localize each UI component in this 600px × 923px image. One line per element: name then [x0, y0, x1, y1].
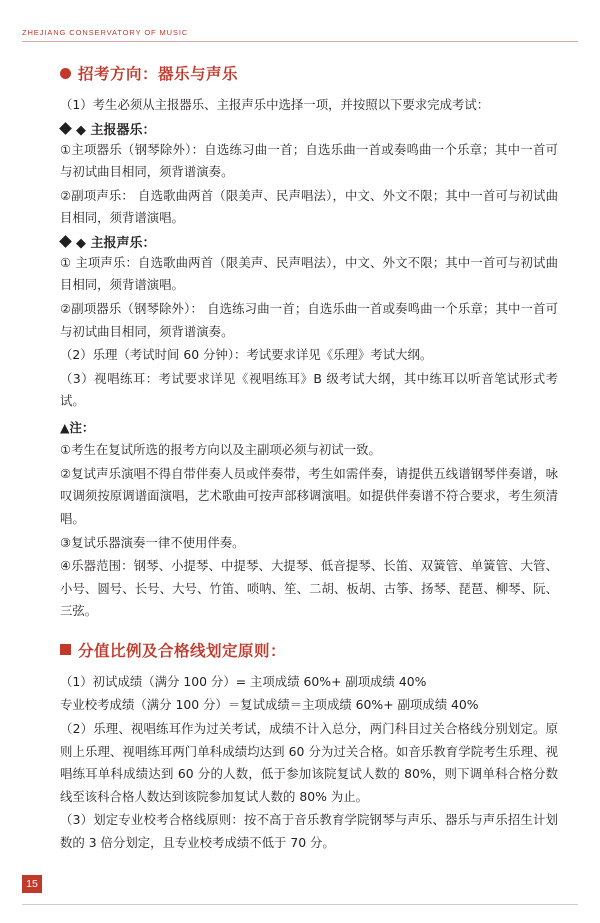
section-heading	[60, 62, 558, 84]
page-number-badge: 15	[22, 875, 42, 893]
note-item: ①考生在复试所选的报考方向以及主副项必须与初试一致。	[60, 442, 381, 458]
paragraph: （3）划定专业校考合格线原则：按不高于音乐教育学院钢琴与声乐、器乐与声乐招生计划数的 3 倍分划定，且专业校考成绩不低于 70 分。	[60, 812, 558, 850]
page-header	[22, 28, 578, 44]
section-title-text: 分值比例及合格线划定原则：	[78, 641, 287, 660]
section-title-text: 招考方向：器乐与声乐	[78, 65, 239, 83]
section-heading	[60, 639, 558, 661]
footer-divider	[22, 904, 578, 905]
dot-bullet-icon	[60, 68, 71, 79]
paragraph: ②副项声乐： 自选歌曲两首（限美声、民声唱法），中文、外文不限；其中一首可与初试曲目相同，须背谱演唱。	[60, 187, 558, 226]
note-label: ▲注：	[60, 419, 95, 435]
header-divider	[22, 41, 578, 42]
institution-name: ZHEJIANG CONSERVATORY OF MUSIC	[22, 28, 189, 37]
paragraph: （2）乐理、视唱练耳作为过关考试，成绩不计入总分，两门科目过关合格线分别划定。原则上乐理、视唱练耳两门单科成绩均达到 60 分为过关合格。如音乐教育学院考生乐理、视唱练耳单科成绩达到 60 分的人数，低于参加该院复试人数的 80%，则下调单科合格分数线至该科合格人数达到该院参加复试人数的 80% 为止。	[60, 721, 558, 804]
section-score-ratio	[60, 639, 558, 855]
subsection-title-text: ◆ 主报声乐：	[76, 235, 156, 251]
paragraph: ②副项器乐（钢琴除外）： 自选练习曲一首；自选乐曲一首或奏鸣曲一个乐章；其中一首可与初试曲目相同，须背谱演奏。	[60, 301, 558, 339]
paragraph: （2）乐理（考试时间 60 分钟）：考试要求详见《乐理》考试大纲。	[60, 347, 433, 363]
paragraph: （1）初试成绩（满分 100 分）= 主项成绩 60%+ 副项成绩 40%	[60, 673, 427, 689]
paragraph: ① 主项声乐：自选歌曲两首（限美声、民声唱法），中文、外文不限；其中一首可与初试曲目相同，须背谱演唱。	[60, 254, 558, 293]
square-bullet-icon	[60, 644, 71, 655]
note-item: ③复试乐器演奏一律不使用伴奏。	[60, 534, 245, 550]
diamond-bullet-icon	[59, 122, 72, 135]
note-item: ④乐器范围：钢琴、小提琴、中提琴、大提琴、低音提琴、长笛、双簧管、单簧管、大管、小号、圆号、长号、大号、竹笛、唢呐、笙、二胡、板胡、古筝、扬琴、琵琶、柳琴、阮、三弦。	[60, 558, 558, 619]
subsection-title-text: ◆ 主报器乐：	[76, 122, 156, 138]
paragraph: ①主项器乐（钢琴除外）：自选练习曲一首；自选乐曲一首或奏鸣曲一个乐章；其中一首可与初试曲目相同，须背谱演奏。	[60, 141, 558, 180]
paragraph: （1）考生必须从主报器乐、主报声乐中选择一项，并按照以下要求完成考试：	[60, 97, 490, 112]
diamond-bullet-icon	[59, 235, 72, 248]
section-exam-direction	[60, 62, 558, 623]
page-content	[60, 62, 558, 856]
paragraph: 专业校考成绩（满分 100 分）＝复试成绩＝主项成绩 60%+ 副项成绩 40%	[60, 697, 479, 713]
paragraph: （3）视唱练耳：考试要求详见《视唱练耳》B 级考试大纲，其中练耳以听音笔试形式考试。	[60, 370, 558, 409]
subsection-heading-vocal	[60, 232, 558, 251]
subsection-heading-instrument	[60, 119, 558, 138]
note-item: ②复试声乐演唱不得自带伴奏人员或伴奏带，考生如需伴奏，请提供五线谱钢琴伴奏谱，咏叹调须按原调谱面演唱，艺术歌曲可按声部移调演唱。如提供伴奏谱不符合要求，考生须清唱。	[60, 465, 558, 526]
